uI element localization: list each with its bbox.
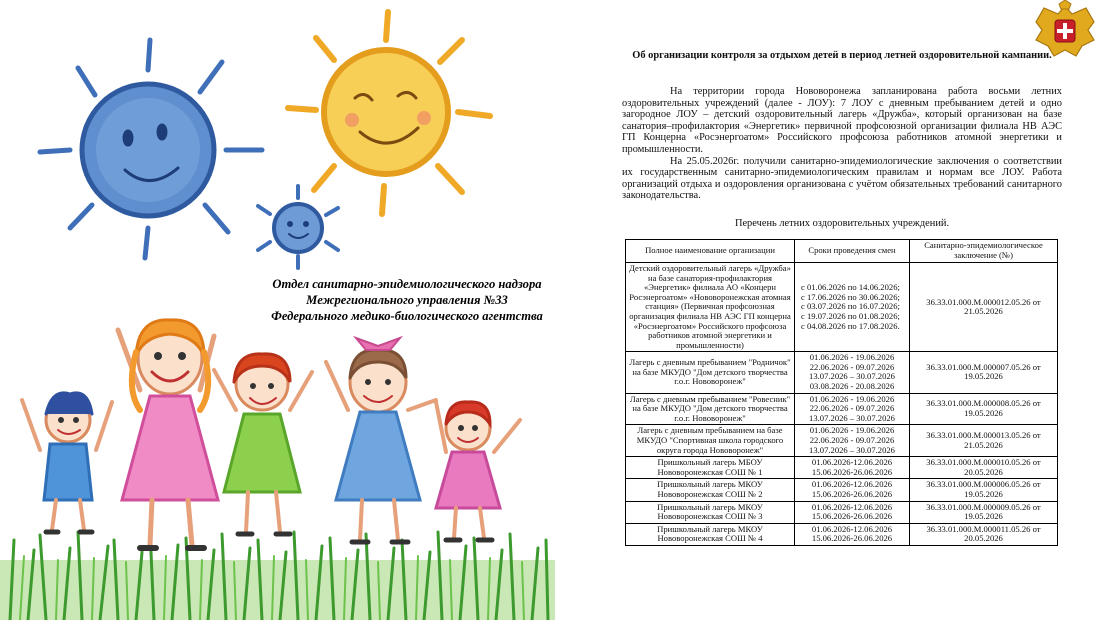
cell-conclusion: 36.33.01.000.М.000012.05.26 от 21.05.2026	[910, 262, 1058, 351]
cell-dates	[795, 457, 910, 479]
table-body	[626, 262, 1058, 545]
header-conclusion: Санитарно-эпидемиологическое заключение (№)	[910, 239, 1058, 262]
date-range: 01.06.2026 - 19.06.2026	[809, 425, 895, 436]
child-4-icon	[326, 338, 436, 542]
cell-name: Лагерь с дневным пребыванием "Ровесник" на базе МКУДО "Дом детского творчества г.о.г. Нововоронеж"	[626, 393, 795, 425]
department-line-2: Межрегионального управления №33	[306, 293, 508, 307]
date-range: 13.07.2026 – 30.07.2026	[809, 371, 895, 382]
cell-dates	[795, 523, 910, 545]
table-row	[626, 501, 1058, 523]
cell-conclusion: 36.33.01.000.М.000008.05.26 от 19.05.2026	[910, 393, 1058, 425]
child-1-icon	[22, 393, 112, 532]
cell-name: Пришкольный лагерь МБОУ Нововоронежская СОШ № 1	[626, 457, 795, 479]
paragraph-1: На территории города Нововоронежа запланирована работа восьми летних оздоровительных учреждений (далее - ЛОУ): 7 ЛОУ с дневным пребыванием детей и одно загородное ЛОУ – детский оздоровительный лагерь «Дружба», который организован на базе санатория–профилактория «Энергетик» первичной профсоюзной организации филиала НВ АЭС ГП Концерна «Росэнергоатом» Российского профсоюза работников атомной энергетики и промышленности.	[622, 86, 1062, 155]
date-range: 22.06.2026 - 09.07.2026	[809, 361, 895, 372]
cell-dates	[795, 479, 910, 501]
cell-dates	[795, 352, 910, 393]
table-header-row	[626, 239, 1058, 262]
date-range: 15.06.2026-26.06.2026	[811, 533, 893, 544]
table-row	[626, 262, 1058, 351]
blue-sun-icon	[40, 40, 262, 258]
cell-name: Лагерь с дневным пребыванием "Родничок" на базе МКУДО "Дом детского творчества г.о.г. Нововоронеж"	[626, 352, 795, 393]
date-range: 03.08.2026 - 20.08.2026	[809, 381, 895, 392]
cell-name: Пришкольный лагерь МКОУ Нововоронежская СОШ № 2	[626, 479, 795, 501]
table-row	[626, 393, 1058, 425]
date-range: с 19.07.2026 по 01.08.2026;	[801, 310, 900, 321]
camps-table	[625, 239, 1058, 546]
date-range: 22.06.2026 - 09.07.2026	[809, 435, 895, 446]
department-line-3: Федерального медико-биологического агентства	[271, 309, 543, 323]
date-range: с 03.07.2026 по 16.07.2026;	[801, 301, 900, 312]
cell-conclusion: 36.33.01.000.М.000009.05.26 от 19.05.2026	[910, 501, 1058, 523]
child-5-icon	[436, 402, 520, 540]
date-range: 01.06.2026 - 19.06.2026	[809, 352, 895, 363]
date-range: с 17.06.2026 по 30.06.2026;	[801, 291, 900, 302]
date-range: 01.06.2026-12.06.2026	[811, 523, 893, 534]
header-name: Полное наименование организации	[626, 239, 795, 262]
paragraph-2: На 25.05.2026г. получили санитарно-эпидемиологические заключения о соответствии их государственным санитарно-эпидемиологическим правилам и нормам все ЛОУ. Работа организаций отдыха и оздоровления организована с учётом обязательных требований санитарного законодательства.	[622, 155, 1062, 202]
cell-conclusion: 36.33.01.000.М.000011.05.26 от 20.05.2026	[910, 523, 1058, 545]
date-range: 15.06.2026-26.06.2026	[811, 466, 893, 477]
date-range: 22.06.2026 - 09.07.2026	[809, 403, 895, 414]
cell-dates	[795, 262, 910, 351]
date-range: 01.06.2026-12.06.2026	[811, 479, 893, 490]
date-range: 01.06.2026-12.06.2026	[811, 501, 893, 512]
date-range: 13.07.2026 – 30.07.2026	[809, 412, 895, 423]
date-range: 13.07.2026 – 30.07.2026	[809, 444, 895, 455]
small-sun-icon	[258, 186, 338, 268]
child-2-icon	[118, 320, 218, 548]
cell-name: Пришкольный лагерь МКОУ Нововоронежская СОШ № 4	[626, 523, 795, 545]
table-row	[626, 457, 1058, 479]
cell-dates	[795, 501, 910, 523]
date-range: 15.06.2026-26.06.2026	[811, 511, 893, 522]
cell-conclusion: 36.33.01.000.М.000007.05.26 от 19.05.2026	[910, 352, 1058, 393]
cell-conclusion: 36.33.01.000.М.000010.05.26 от 20.05.2026	[910, 457, 1058, 479]
table-row	[626, 479, 1058, 501]
date-range: с 04.08.2026 по 17.08.2026.	[801, 320, 900, 331]
yellow-sun-icon	[288, 12, 490, 214]
date-range: 15.06.2026-26.06.2026	[811, 489, 893, 499]
header-dates: Сроки проведения смен	[795, 239, 910, 262]
document	[622, 50, 1062, 546]
cell-name: Пришкольный лагерь МКОУ Нововоронежская СОШ № 3	[626, 501, 795, 523]
cell-dates	[795, 393, 910, 425]
cell-dates	[795, 425, 910, 457]
grass-icon	[0, 530, 555, 620]
table-row	[626, 425, 1058, 457]
date-range: с 01.06.2026 по 14.06.2026;	[801, 282, 900, 293]
child-3-icon	[214, 354, 312, 534]
cell-conclusion: 36.33.01.000.М.000006.05.26 от 19.05.2026	[910, 479, 1058, 501]
table-row	[626, 352, 1058, 393]
cell-name: Лагерь с дневным пребыванием на базе МКУДО "Спортивная школа городского округа города Нововоронеж"	[626, 425, 795, 457]
department-caption	[262, 276, 552, 324]
date-range: 01.06.2026-12.06.2026	[811, 457, 893, 468]
document-title: Об организации контроля за отдыхом детей в период летней оздоровительной кампании.	[632, 50, 1052, 61]
cell-name: Детский оздоровительный лагерь «Дружба» на базе санатория-профилактория «Энергетик» филиала АО «Концерн Росэнергоатом» «Нововоронежская атомная станция» (Первичная профсоюзная организация филиала НВ АЭС ГП концерна «Росэнергоатом» Российского профсоюза работников атомной энергетики и промышленности)	[626, 262, 795, 351]
cell-conclusion: 36.33.01.000.М.000013.05.26 от 21.05.2026	[910, 425, 1058, 457]
date-range: 01.06.2026 - 19.06.2026	[809, 393, 895, 404]
list-title: Перечень летних оздоровительных учреждений.	[734, 217, 950, 229]
table-row	[626, 523, 1058, 545]
department-line-1: Отдел санитарно-эпидемиологического надзора	[272, 277, 542, 291]
